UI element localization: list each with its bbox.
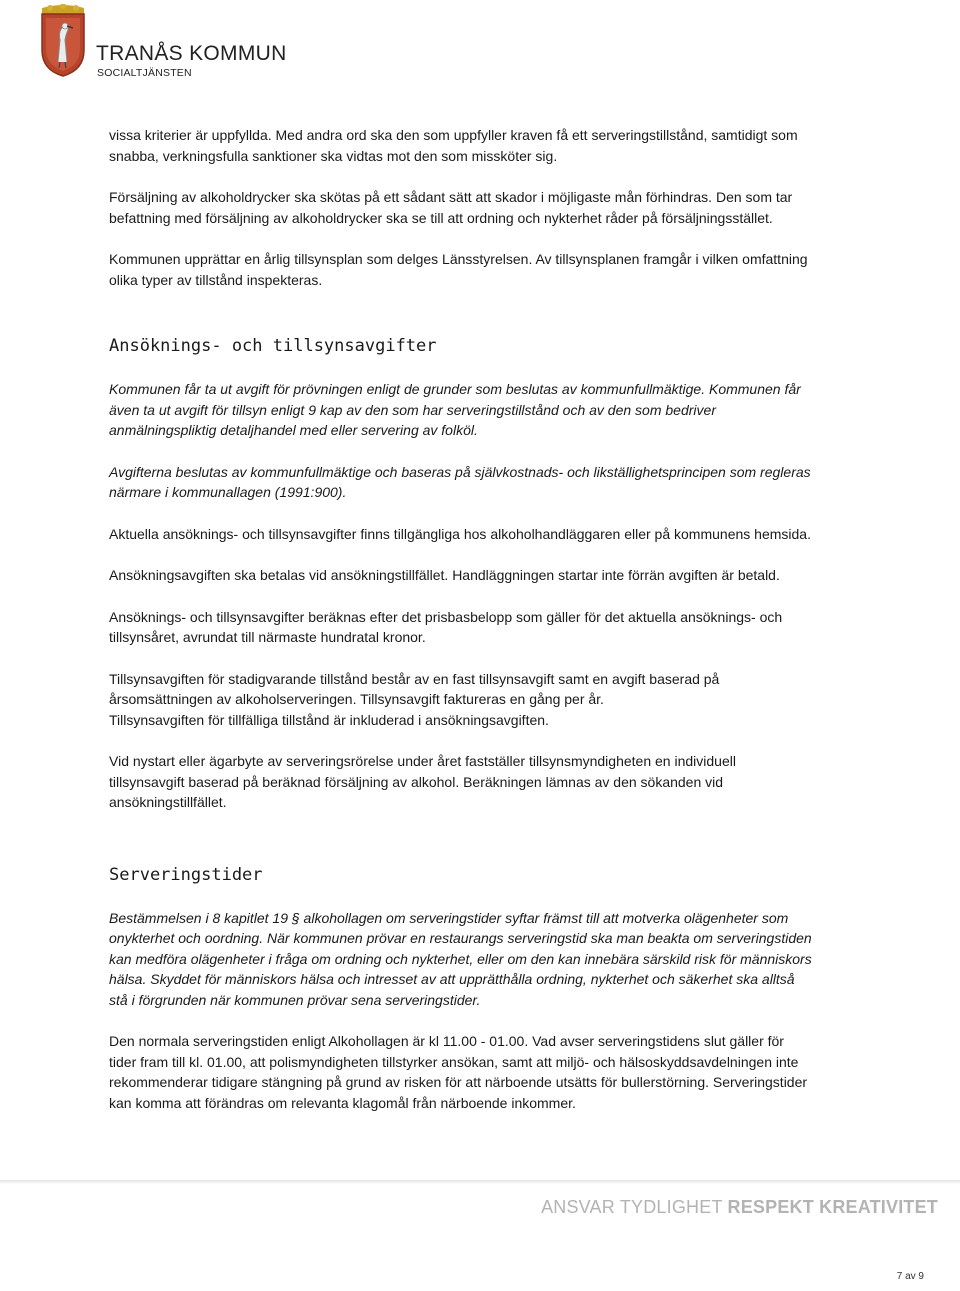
text-line: Tillsynsavgiften för tillfälliga tillstånd är inkluderad i ansökningsavgiften. — [109, 711, 549, 728]
text-line: Ansöknings- och tillsynsavgifter beräknas efter det prisbasbelopp som gäller för det aktuella ansöknings- och — [109, 608, 783, 625]
text-line: Aktuella ansöknings- och tillsynsavgifter finns tillgängliga hos alkoholhandläggaren eller på kommunens hemsida. — [109, 525, 811, 542]
paragraph — [109, 462, 849, 503]
text-line: tillsynsavgift baserad på beräknad försäljning av alkohol. Beräkningen lämnas av den sökanden vid — [109, 773, 724, 790]
text-line: ansökningstillfället. — [109, 794, 227, 810]
text-line: Ansökningsavgiften ska betalas vid ansökningstillfället. Handläggningen startar inte förrän avgiften är betald. — [109, 567, 780, 583]
text-line: Bestämmelsen i 8 kapitlet 19 § alkohollagen om serveringstider syftar främst till att motverka olägenheter som — [109, 909, 789, 926]
text-line: vissa kriterier är uppfyllda. Med andra ord ska den som uppfyller kraven få ett serveringstillstånd, samtidigt som — [109, 127, 798, 143]
text-line: Försäljning av alkoholdrycker ska skötas på ett sådant sätt att skador i möjligaste mån förhindras. Den som tar — [109, 189, 793, 205]
paragraph — [109, 524, 849, 545]
text-line: rekommenderar tidigare stängning på grund av risken för att närboende utsätts för bullerstörning. Serveringstider — [109, 1074, 808, 1090]
footer-divider — [0, 1180, 960, 1184]
text-line: snabba, verkningsfulla sanktioner ska vidtas mot den som missköter sig. — [109, 147, 558, 164]
text-line: närmare i kommunallagen (1991:900). — [109, 484, 347, 500]
org-name: TRANÅS KOMMUN — [96, 42, 287, 65]
text-line: Kommunen upprättar en årlig tillsynsplan som delges Länsstyrelsen. Av tillsynsplanen framgår i vilken omfattning — [109, 251, 808, 267]
text-line: hälsa. Skyddet för människors hälsa och intresset av att upprätthålla ordning, nykterhet och säkerhet ska alltså — [109, 971, 795, 987]
paragraph — [109, 751, 849, 813]
paragraph — [109, 565, 849, 586]
paragraph — [109, 187, 849, 228]
page-header — [38, 4, 338, 84]
section-heading-fees: Ansöknings- och tillsynsavgifter — [109, 336, 437, 356]
text-line: olika typer av tillstånd inspekteras. — [109, 271, 323, 288]
motto-bold: RESPEKT KREATIVITET — [727, 1197, 938, 1217]
org-subtitle: SOCIALTJÄNSTEN — [97, 67, 192, 79]
text-line: Kommunen får ta ut avgift för prövningen enligt de grunder som beslutas av kommunfullmäktige. Kommunen får — [109, 381, 801, 397]
section-heading-hours: Serveringstider — [109, 864, 263, 885]
footer-motto — [541, 1197, 938, 1218]
document-body — [109, 125, 849, 1113]
paragraph — [109, 669, 849, 731]
text-line: onykterhet och oordning. När kommunen prövar en restaurangs serveringstid ska man beakta om serveringstiden — [109, 930, 812, 946]
paragraph — [109, 1031, 849, 1113]
text-line: Den normala serveringstiden enligt Alkohollagen är kl 11.00 - 01.00. Vad avser serveringstidens slut gäller för — [109, 1033, 784, 1049]
text-line: kan medföra olägenheter i fråga om ordning och nykterhet, eller om den kan innebära särskild risk för människors — [109, 950, 812, 967]
text-line: kan komma att förändras om relevanta klagomål från närboende inkommer. — [109, 1094, 576, 1111]
text-line: anmälningspliktig detaljhandel med eller servering av folköl. — [109, 422, 478, 438]
paragraph — [109, 908, 849, 1011]
motto-light: ANSVAR TYDLIGHET — [541, 1197, 728, 1217]
paragraph — [109, 607, 849, 648]
text-line: Avgifterna beslutas av kommunfullmäktige och baseras på självkostnads- och likställighetsprincipen som regleras — [109, 463, 811, 480]
page-number: 7 av 9 — [896, 1271, 924, 1282]
paragraph — [109, 125, 849, 166]
paragraph — [109, 249, 849, 290]
text-line: även ta ut avgift för tillsyn enligt 9 kap av den som har serveringstillstånd och av den som bedriver — [109, 401, 716, 418]
text-line: Tillsynsavgiften för stadigvarande tillstånd består av en fast tillsynsavgift samt en avgift baserad på — [109, 670, 720, 687]
municipal-crest-icon — [38, 4, 88, 78]
text-line: stå i förgrunden när kommunen prövar sena serveringstider. — [109, 991, 481, 1008]
text-line: tillsynsåret, avrundat till närmaste hundratal kronor. — [109, 629, 426, 645]
paragraph — [109, 379, 849, 441]
text-line: tider fram till kl. 01.00, att polismyndigheten tillstyrker ansökan, samt att miljö- och hälsoskyddsavdelningen inte — [109, 1053, 799, 1070]
text-line: Vid nystart eller ägarbyte av serveringsrörelse under året fastställer tillsynsmyndigheten en individuell — [109, 753, 736, 769]
text-line: årsomsättningen av alkoholserveringen. Tillsynsavgift faktureras en gång per år. — [109, 691, 604, 707]
text-line: befattning med försäljning av alkoholdrycker ska se till att ordning och nykterhet råder på försäljningsstället. — [109, 209, 773, 226]
